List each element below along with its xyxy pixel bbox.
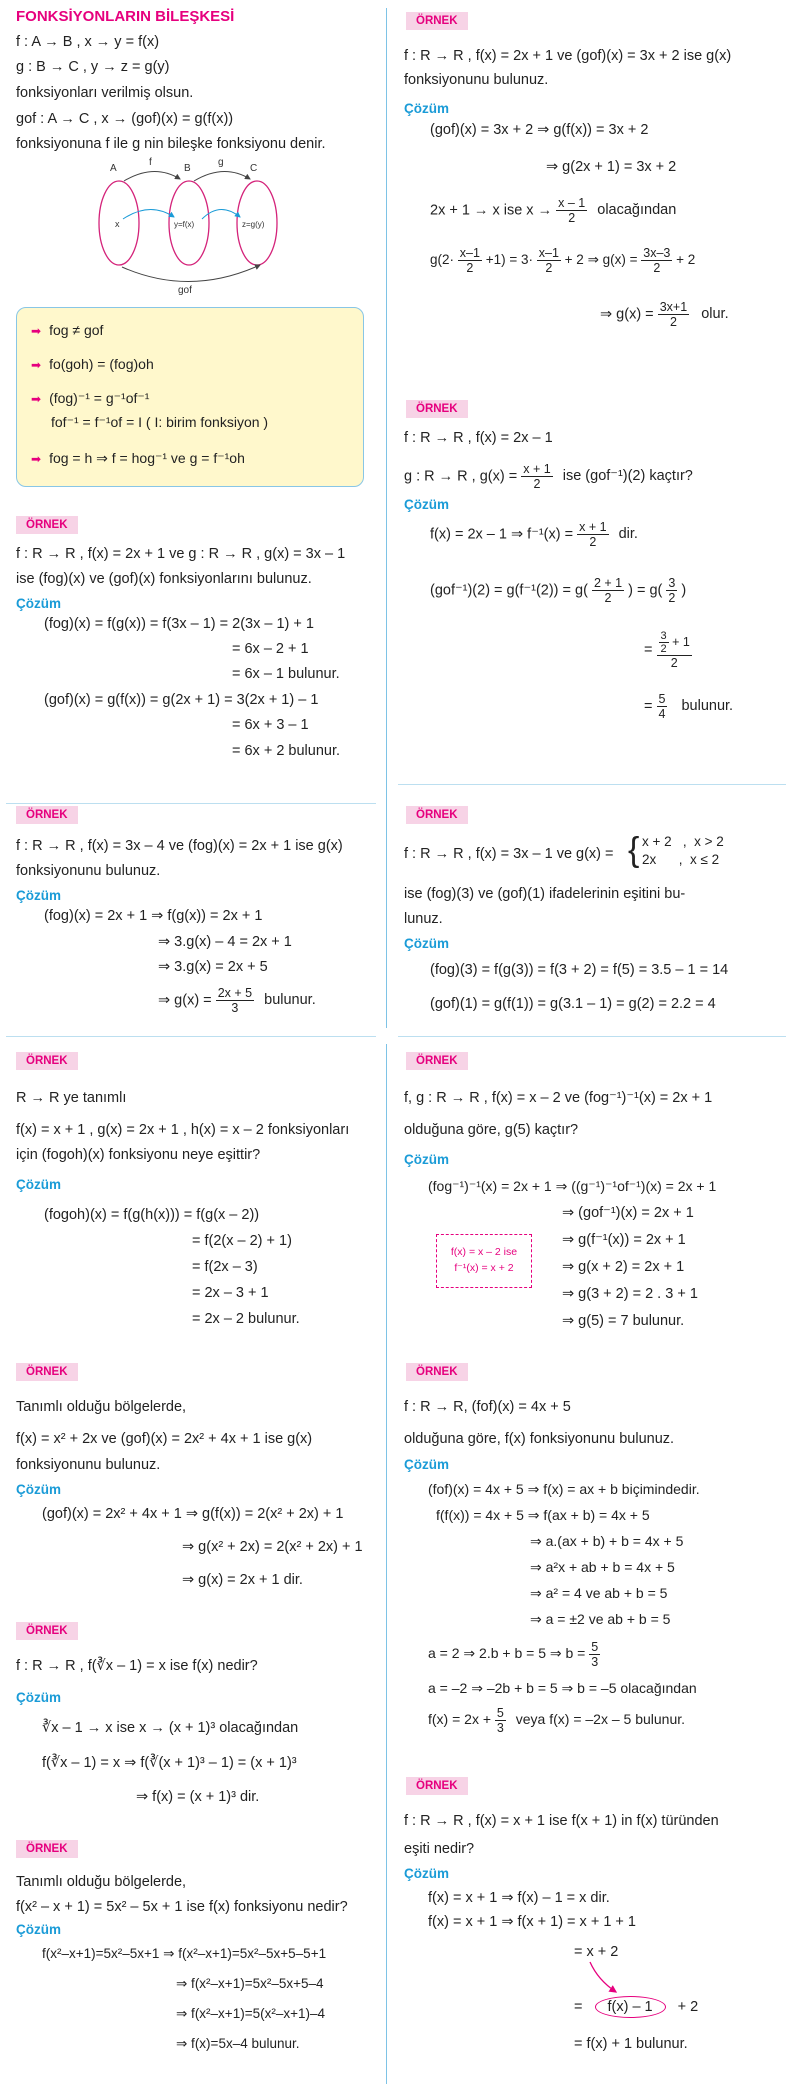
- question-text: Tanımlı olduğu bölgelerde,: [16, 1874, 187, 1890]
- question-text: lunuz.: [404, 911, 443, 927]
- solution-label: Çözüm: [16, 888, 61, 903]
- solution-line: 2x + 1 → x ise x → $\frac{x - 1}{2}$ olacağından: [430, 196, 677, 225]
- solution-label: Çözüm: [404, 497, 449, 512]
- fraction: $\frac{5}{3}$: [591, 1640, 599, 1669]
- solution-line: ⇒ g(5) = 7 bulunur.: [562, 1313, 685, 1329]
- solution-line: = 6x + 3 – 1: [232, 717, 309, 733]
- question-text: fonksiyonunu bulunuz.: [16, 863, 161, 879]
- solution-line: = x + 2: [574, 1944, 619, 1960]
- ornek-badge: ÖRNEK: [406, 806, 468, 824]
- ornek-badge: ÖRNEK: [406, 1052, 468, 1070]
- solution-line: (gof⁻¹)(2) = g(f⁻¹(2)) = g( $\frac{2 + 1}{2}$ ) = g( $\frac{3}{2}$ ): [430, 576, 687, 605]
- row-divider: [398, 784, 786, 785]
- solution-label: Çözüm: [404, 101, 449, 116]
- column-divider: [386, 1044, 387, 2084]
- solution-line: (fog)(3) = f(g(3)) = f(3 + 2) = f(5) = 3.5 – 1 = 14: [430, 962, 729, 978]
- fraction: $\frac{x + 1}{2}$: [523, 462, 551, 491]
- solution-line: f(x²–x+1)=5x²–5x+1 ⇒ f(x²–x+1)=5x²–5x+5–5+1: [42, 1946, 327, 1961]
- fraction: $\frac{5}{4}$: [658, 692, 666, 721]
- solution-line: ⇒ g(f⁻¹(x)) = 2x + 1: [562, 1232, 686, 1248]
- solution-line: = 2x – 3 + 1: [192, 1285, 269, 1301]
- row-divider: [398, 1036, 786, 1037]
- ornek-badge: ÖRNEK: [406, 12, 468, 30]
- solution-line: (fog⁻¹)⁻¹(x) = 2x + 1 ⇒ ((g⁻¹)⁻¹of⁻¹)(x) = 2x + 1: [428, 1178, 717, 1194]
- fraction: $\frac{2x + 5}{3}$: [217, 986, 253, 1015]
- solution-label: Çözüm: [404, 1152, 449, 1167]
- highlight-arrow: [584, 1960, 644, 2000]
- solution-line: = f(2x – 3): [192, 1259, 258, 1275]
- intro-line: fonksiyonları verilmiş olsun.: [16, 85, 194, 101]
- property-item: ➡ fog ≠ gof: [31, 322, 104, 338]
- solution-line: (gof)(x) = g(f(x)) = g(2x + 1) = 3(2x + 1) – 1: [44, 692, 319, 708]
- ornek-badge: ÖRNEK: [406, 400, 468, 418]
- solution-line: ⇒ g(x) = $\frac{3x+1}{2}$ olur.: [600, 300, 729, 329]
- arrow-icon: ➡: [31, 452, 42, 466]
- solution-line: ⇒ g(x) = $\frac{2x + 5}{3}$ bulunur.: [158, 986, 316, 1015]
- ornek-badge: ÖRNEK: [16, 806, 78, 824]
- element-x: x: [115, 219, 120, 229]
- solution-line: ⇒ (gof⁻¹)(x) = 2x + 1: [562, 1205, 694, 1221]
- circled-expression: f(x) – 1: [595, 1996, 666, 2018]
- question-text: f : R → R, (fof)(x) = 4x + 5: [404, 1399, 571, 1415]
- solution-line: ⇒ g(2x + 1) = 3x + 2: [546, 159, 677, 175]
- solution-line: (fog)(x) = f(g(x)) = f(3x – 1) = 2(3x – 1) + 1: [44, 616, 314, 632]
- map-f-arrow: [124, 171, 180, 181]
- question-text: f : R → R , f(x) = 2x + 1 ve g : R → R , g(x) = 3x – 1: [16, 546, 346, 562]
- question-text: fonksiyonunu bulunuz.: [16, 1457, 161, 1473]
- solution-line: = f(x) – 1 + 2: [574, 1996, 698, 2018]
- property-item: fof⁻¹ = f⁻¹of = I ( I: birim fonksiyon ): [51, 414, 269, 430]
- solution-line: a = 2 ⇒ 2.b + b = 5 ⇒ b = $\frac{5}{3}$: [428, 1640, 599, 1669]
- solution-line: = 6x + 2 bulunur.: [232, 743, 341, 759]
- question-text: fonksiyonunu bulunuz.: [404, 72, 549, 88]
- row-divider: [6, 1036, 376, 1037]
- solution-line: (gof)(x) = 3x + 2 ⇒ g(f(x)) = 3x + 2: [430, 122, 649, 138]
- element-z: z=g(y): [242, 220, 265, 229]
- ornek-badge: ÖRNEK: [16, 1363, 78, 1381]
- question-text: f : R → R , f(x) = 3x – 1 ve g(x) =: [404, 846, 614, 862]
- row-divider: [6, 803, 376, 804]
- solution-label: Çözüm: [16, 1177, 61, 1192]
- property-item: ➡ fog = h ⇒ f = hog⁻¹ ve g = f⁻¹oh: [31, 450, 245, 466]
- ornek-badge: ÖRNEK: [16, 1052, 78, 1070]
- solution-line: f(∛x – 1) = x ⇒ f(∛(x + 1)³ – 1) = (x + 1)³: [42, 1755, 297, 1771]
- question-text: R → R ye tanımlı: [16, 1090, 127, 1106]
- property-item: ➡ (fog)⁻¹ = g⁻¹of⁻¹: [31, 390, 150, 406]
- solution-line: = f(x) + 1 bulunur.: [574, 2036, 688, 2052]
- question-text: f : R → R , f(x) = x + 1 ise f(x + 1) in f(x) türünden: [404, 1813, 719, 1829]
- composition-diagram: [90, 155, 390, 295]
- solution-label: Çözüm: [404, 1866, 449, 1881]
- set-c-label: C: [250, 163, 258, 174]
- intro-line: g : B → C , y → z = g(y): [16, 59, 170, 75]
- map-g-label: g: [218, 157, 224, 168]
- solution-line: a = –2 ⇒ –2b + b = 5 ⇒ b = –5 olacağından: [428, 1680, 697, 1696]
- fraction: $\frac{x - 1}{2}$: [558, 196, 586, 225]
- solution-line: ⇒ g(3 + 2) = 2 . 3 + 1: [562, 1286, 698, 1302]
- map-f-label: f: [149, 157, 152, 168]
- question-text: f, g : R → R , f(x) = x – 2 ve (fog⁻¹)⁻¹(x) = 2x + 1: [404, 1090, 713, 1106]
- fraction: $\frac{x + 1}{2}$: [579, 520, 607, 549]
- question-text: olduğuna göre, f(x) fonksiyonunu bulunuz.: [404, 1431, 675, 1447]
- solution-label: Çözüm: [16, 1482, 61, 1497]
- solution-line: f(x) = x + 1 ⇒ f(x) – 1 = x dir.: [428, 1890, 610, 1906]
- solution-line: ⇒ a² = 4 ve ab + b = 5: [530, 1585, 668, 1601]
- solution-line: (fogoh)(x) = f(g(h(x))) = f(g(x – 2)): [44, 1207, 260, 1223]
- fraction: $\frac{5}{3}$: [496, 1706, 504, 1735]
- question-text: f(x² – x + 1) = 5x² – 5x + 1 ise f(x) fonksiyonu nedir?: [16, 1899, 348, 1915]
- question-text: f : R → R , f(∛x – 1) = x ise f(x) nedir?: [16, 1658, 258, 1674]
- solution-line: (gof)(1) = g(f(1)) = g(3.1 – 1) = g(2) = 2.2 = 4: [430, 996, 716, 1012]
- intro-line: f : A → B , x → y = f(x): [16, 34, 160, 50]
- question-text: f(x) = x² + 2x ve (gof)(x) = 2x² + 4x + 1 ise g(x): [16, 1431, 313, 1447]
- solution-line: ⇒ g(x² + 2x) = 2(x² + 2x) + 1: [182, 1539, 363, 1555]
- question-text: Tanımlı olduğu bölgelerde,: [16, 1399, 187, 1415]
- solution-line: f(f(x)) = 4x + 5 ⇒ f(ax + b) = 4x + 5: [436, 1507, 650, 1523]
- solution-line: = $\frac{5}{4}$ bulunur.: [644, 692, 734, 721]
- solution-line: = $\frac{3}{2}$ + 1 2: [644, 630, 690, 670]
- set-b-label: B: [184, 163, 191, 174]
- solution-label: Çözüm: [16, 596, 61, 611]
- solution-line: f(x) = x + 1 ⇒ f(x + 1) = x + 1 + 1: [428, 1914, 636, 1930]
- intro-line: fonksiyonuna f ile g nin bileşke fonksiyonu denir.: [16, 136, 326, 152]
- solution-line: ⇒ f(x²–x+1)=5(x²–x+1)–4: [176, 2006, 325, 2021]
- question-text: ise (fog)(x) ve (gof)(x) fonksiyonlarını bulunuz.: [16, 571, 312, 587]
- section-title: FONKSİYONLARIN BİLEŞKESİ: [16, 8, 235, 25]
- question-text: ise (fog)(3) ve (gof)(1) ifadelerinin eşitini bu-: [404, 886, 686, 902]
- arrow-icon: ➡: [31, 324, 42, 338]
- ornek-badge: ÖRNEK: [16, 516, 78, 534]
- question-text: olduğuna göre, g(5) kaçtır?: [404, 1122, 579, 1138]
- fraction: $\frac{3x+1}{2}$: [659, 300, 688, 329]
- solution-line: ⇒ 3.g(x) – 4 = 2x + 1: [158, 934, 292, 950]
- fraction: $\frac{3}{2}$: [668, 576, 676, 605]
- solution-line: = 6x – 2 + 1: [232, 641, 309, 657]
- solution-line: ⇒ 3.g(x) = 2x + 5: [158, 959, 268, 975]
- element-y: y=f(x): [174, 220, 195, 229]
- solution-line: ∛x – 1 → x ise x → (x + 1)³ olacağından: [42, 1720, 299, 1736]
- map-gof-label: gof: [178, 285, 192, 295]
- ornek-badge: ÖRNEK: [16, 1622, 78, 1640]
- solution-label: Çözüm: [404, 1457, 449, 1472]
- piecewise-case: x + 2 , x > 2: [642, 834, 724, 849]
- solution-line: ⇒ f(x)=5x–4 bulunur.: [176, 2036, 300, 2051]
- solution-line: = f(2(x – 2) + 1): [192, 1233, 292, 1249]
- hint-note: f(x) = x – 2 ise f⁻¹(x) = x + 2: [436, 1234, 532, 1288]
- map-gof-arrow: [122, 265, 260, 282]
- piecewise-case: 2x , x ≤ 2: [642, 852, 720, 867]
- piecewise-brace: {: [628, 831, 640, 869]
- solution-line: (gof)(x) = 2x² + 4x + 1 ⇒ g(f(x)) = 2(x² + 2x) + 1: [42, 1506, 344, 1522]
- solution-line: ⇒ a.(ax + b) + b = 4x + 5: [530, 1533, 684, 1549]
- question-text: eşiti nedir?: [404, 1841, 475, 1857]
- solution-label: Çözüm: [404, 936, 449, 951]
- arrow-icon: ➡: [31, 392, 42, 406]
- solution-line: g(2· $\frac{x-1}{2}$ +1) = 3· $\frac{x-1}{2}$ + 2 ⇒ g(x) = $\frac{3x-3}{2}$ + 2: [430, 246, 696, 275]
- fraction: $\frac{3}{2}$ + 1 2: [657, 630, 692, 670]
- arrow-icon: ➡: [31, 358, 42, 372]
- question-text: f : R → R , f(x) = 3x – 4 ve (fog)(x) = 2x + 1 ise g(x): [16, 838, 343, 854]
- fraction: $\frac{x-1}{2}$: [459, 246, 480, 275]
- solution-label: Çözüm: [16, 1922, 61, 1937]
- question-text: f(x) = x + 1 , g(x) = 2x + 1 , h(x) = x – 2 fonksiyonları: [16, 1122, 350, 1138]
- solution-line: f(x) = 2x + $\frac{5}{3}$ veya f(x) = –2x – 5 bulunur.: [428, 1706, 686, 1735]
- solution-line: ⇒ a = ±2 ve ab + b = 5: [530, 1611, 671, 1627]
- solution-label: Çözüm: [16, 1690, 61, 1705]
- solution-line: ⇒ g(x) = 2x + 1 dir.: [182, 1572, 303, 1588]
- ornek-badge: ÖRNEK: [16, 1840, 78, 1858]
- solution-line: (fof)(x) = 4x + 5 ⇒ f(x) = ax + b biçimindedir.: [428, 1481, 700, 1497]
- solution-line: = 6x – 1 bulunur.: [232, 666, 340, 682]
- solution-line: ⇒ g(x + 2) = 2x + 1: [562, 1259, 685, 1275]
- solution-line: ⇒ a²x + ab + b = 4x + 5: [530, 1559, 675, 1575]
- x-to-y-arrow: [123, 209, 174, 219]
- solution-line: ⇒ f(x) = (x + 1)³ dir.: [136, 1789, 260, 1805]
- ornek-badge: ÖRNEK: [406, 1363, 468, 1381]
- question-text: f : R → R , f(x) = 2x + 1 ve (gof)(x) = 3x + 2 ise g(x): [404, 48, 732, 64]
- question-text: g : R → R , g(x) = $\frac{x + 1}{2}$ ise (gof⁻¹)(2) kaçtır?: [404, 462, 693, 491]
- ornek-badge: ÖRNEK: [406, 1777, 468, 1795]
- fraction: $\frac{2 + 1}{2}$: [593, 576, 623, 605]
- intro-line: gof : A → C , x → (gof)(x) = g(f(x)): [16, 111, 234, 127]
- solution-line: (fog)(x) = 2x + 1 ⇒ f(g(x)) = 2x + 1: [44, 908, 263, 924]
- set-a-label: A: [110, 163, 117, 174]
- solution-line: ⇒ f(x²–x+1)=5x²–5x+5–4: [176, 1976, 324, 1991]
- fraction: $\frac{3x-3}{2}$: [643, 246, 671, 275]
- question-text: f : R → R , f(x) = 2x – 1: [404, 430, 553, 446]
- property-item: ➡ fo(goh) = (fog)oh: [31, 356, 154, 372]
- properties-box: [16, 307, 364, 487]
- question-text: için (fogoh)(x) fonksiyonu neye eşittir?: [16, 1147, 261, 1163]
- solution-line: f(x) = 2x – 1 ⇒ f⁻¹(x) = $\frac{x + 1}{2}$ dir.: [430, 520, 638, 549]
- map-g-arrow: [194, 171, 250, 181]
- fraction: $\frac{x-1}{2}$: [538, 246, 559, 275]
- solution-line: = 2x – 2 bulunur.: [192, 1311, 300, 1327]
